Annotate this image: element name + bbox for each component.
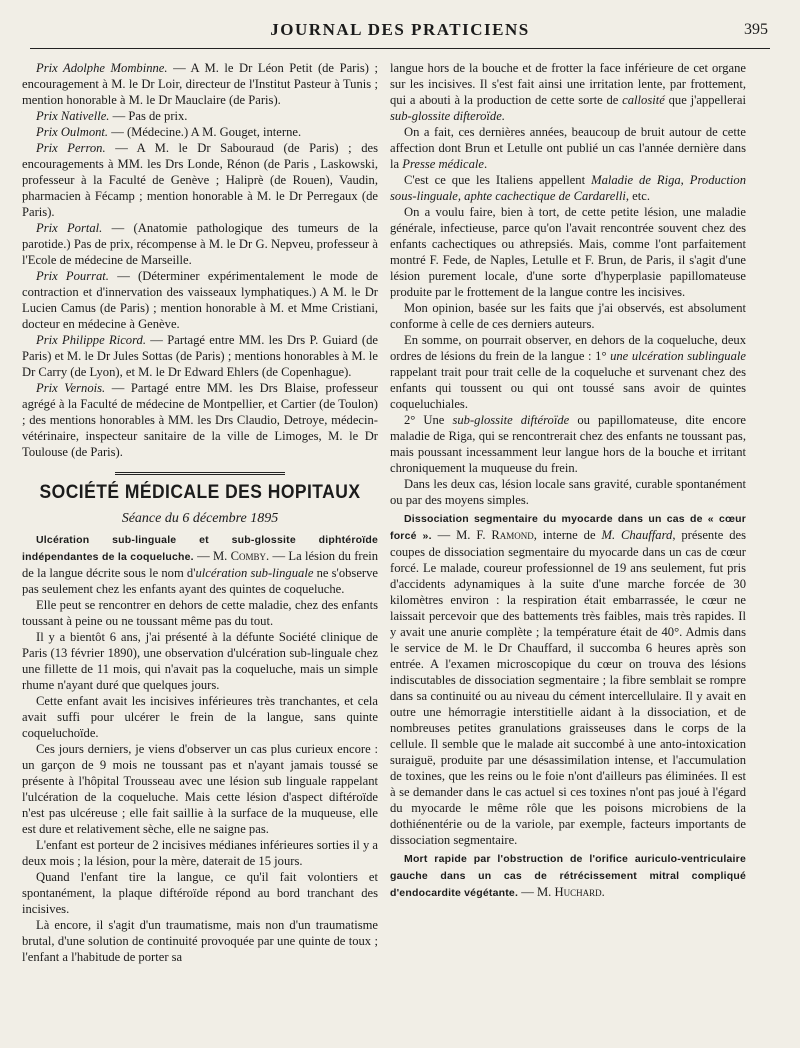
prize-name: Prix Adolphe Mombinne. [36, 61, 168, 75]
prize-name: Prix Oulmont. [36, 125, 109, 139]
prize-text: — (Déterminer expérimentalement le mode de contraction et d'innervation des vaisseaux lymphatiques.) A M. le Dr Lucien Camus (de Paris) ; mention honorable à M. et Mme Cristiani, docteur en médecine à Genève. [22, 269, 378, 331]
article-paragraph: En somme, on pourrait observer, en dehors de la coqueluche, deux ordres de lésions du frein de la langue : 1° une ulcération sublinguale rappelant trait pour trait celle de la coqueluche et survenant chez des enfants qui toussent ou qui ont toussé sans avoir de quintes coqueluchiales. [390, 333, 746, 411]
article-paragraph: Il y a bientôt 6 ans, j'ai présenté à la défunte Société clinique de Paris (13 février 1890), une observation d'ulcération sub-linguale chez une fillette de 11 mois, qui n'avait pas la coqueluche, mais un simple rhume n'ayant duré que quelques jours. [22, 630, 378, 692]
article-lead: Ulcération sub-linguale et sub-glossite diphtéroïde indépendantes de la coqueluche. — M. Comby. — La lésion du frein de la langue décrite sous le nom d'ulcération sub-linguale ne s'observe pas seulement chez les enfants ayant des quintes de coqueluche. [22, 534, 378, 596]
page-header [30, 14, 770, 49]
prize-name: Prix Portal. [36, 221, 103, 235]
article-paragraph: Là encore, il s'agit d'un traumatisme, mais non d'un traumatisme brutal, d'une solution de continuité provoquée par une quinte de toux ; l'enfant a l'habitude de porter sa [22, 918, 378, 964]
prize-entry [22, 60, 378, 108]
article-paragraph: On a voulu faire, bien à tort, de cette petite lésion, une maladie générale, infectieuse, parce qu'on l'avait rencontrée souvent chez des enfants cachectiques ou athrepsiés. Mais, comme l'ont parfaitement montré F. Fede, de Naples, Letulle et F. Brun, de Paris, il s'agit d'une lésion purement locale, d'une sorte d'hyperplasie papillomateuse produite par le frottement de la langue contre les incisives. [390, 205, 746, 299]
seance-date: Séance du 6 décembre 1895 [121, 511, 279, 526]
prize-entry [22, 220, 378, 268]
article-paragraph: Quand l'enfant tire la langue, ce qu'il fait volontiers et spontanément, la plaque diftéroïde répond au bord tranchant des incisives. [22, 870, 378, 916]
journal-title: JOURNAL DES PRATICIENS [270, 20, 530, 39]
prize-entry [22, 380, 378, 460]
prize-text: — A M. le Dr Sabouraud (de Paris) ; des encouragements à MM. les Drs Londe, Rénon (de Paris , Laskowski, professeur à la Faculté de Genève ; Haliprè (de Rouen), Vaudin, pharmacien à Fécamp ; mention honorable à M. le Dr Perregaux (de Paris). [22, 141, 378, 219]
prize-entry [22, 140, 378, 220]
prize-text: — (Médecine.) A M. Gouget, interne. [108, 125, 302, 139]
article-author: Ramond [491, 528, 534, 542]
article-topic: Ulcération sub-linguale et sub-glossite diphtéroïde indépendantes de la coqueluche. [22, 534, 378, 563]
prize-entry [22, 332, 378, 380]
article-paragraph: langue hors de la bouche et de frotter la face inférieure de cet organe sur les incisives. Il s'est fait ainsi une irritation lente, par frottement, qui a abouti à la production de cette sorte de callosité que j'appellerai sub-glossite difteroïde. [390, 61, 746, 123]
article-paragraph: 2° Une sub-glossite diftéroïde ou papillomateuse, dite encore maladie de Riga, qui se rencontrerait chez des enfants ne toussant pas, mais poussant incessamment leur langue hors de la bouche et irritant chroniquement la muqueuse du frein. [390, 413, 746, 475]
section-divider [115, 472, 285, 475]
article-paragraph: On a fait, ces dernières années, beaucoup de bruit autour de cette affection dont Brun et Letulle ont publié un cas l'année dernière dans la Presse médicale. [390, 125, 746, 171]
article-topic: Mort rapide par l'obstruction de l'orifice auriculo-ventriculaire gauche dans un cas de rétrécissement mitral compliqué d'endocardite végétante. [390, 853, 746, 899]
article-lead: Dissociation segmentaire du myocarde dans un cas de « cœur forcé ». — M. F. Ramond, interne de M. Chauffard, présente des coupes de dissociation segmentaire du myocarde dans un cas de cœur forcé. Le malade, coureur professionnel de 19 ans seulement, fut pris d'accidents adynamiques à la suite d'une marche forcée de 30 kilomètres environ : la respiration était embarrassée, le cœur ne laissait percevoir que des battements très faibles, mais très rapides. Il y avait une anurie complète ; la température était de 40°. Admis dans le service de M. le Dr Chauffard, il succomba 6 heures après son entrée. A l'examen microscopique du cœur on trouva des lésions indiscutables de dissociation segmentaire ; la fibre semblait se rompre dans sa continuité ou au niveau du cément intercellulaire. Il y avait en outre une hémorragie interstitielle aidant à la dissociation, et de nombreuses petites granulations graisseuses dans le corps de la cellule. Il semble que le malade ait succombé à une anto-intoxication suraiguë, produite par une désassimilation intense, et l'accumulation de toxines, que les reins ou le foie n'ont d'ailleurs pas éliminées. Il est à se demander dans le cas actuel si ces toxines n'ont pas joué à l'égard du myocarde le même rôle que les poisons microbiens de la dothiénentérie ou de la variole, par exemple, facteurs importants de dissociation segmentaire. [390, 513, 746, 847]
article-paragraph: Cette enfant avait les incisives inférieures très tranchantes, et cela avait suffi pour ulcérer le frein de la langue, sans quinte coqueluchoïde. [22, 694, 378, 740]
article-author: Comby [230, 549, 267, 563]
prize-name: Prix Nativelle. [36, 109, 110, 123]
article-paragraph: Dans les deux cas, lésion locale sans gravité, curable spontanément ou par des moyens simples. [390, 477, 746, 507]
article-paragraph: Mon opinion, basée sur les faits que j'ai observés, est absolument conforme à celle de ces derniers auteurs. [390, 301, 746, 331]
prize-text: — (Anatomie pathologique des tumeurs de la parotide.) Pas de prix, récompense à M. le Dr G. Nepveu, professeur à l'Ecole de médecine de Marseille. [22, 221, 378, 267]
article-topic: Dissociation segmentaire du myocarde dans un cas de « cœur forcé ». [390, 513, 746, 542]
prize-text: — Partagé entre MM. les Drs Blaise, professeur agrégé à la Faculté de médecine de Montpellier, et Cartier (de Toulon) ; des mentions honorables à MM. les Drs Claudio, Detroye, médecin-vétérinaire, inspecteur sanitaire de la ville de Limoges, M. le Dr Toulouse (de Paris). [22, 381, 378, 459]
article-lead: Mort rapide par l'obstruction de l'orifice auriculo-ventriculaire gauche dans un cas de rétrécissement mitral compliqué d'endocardite végétante. — M. Huchard. [390, 853, 746, 899]
prize-text: — Partagé entre MM. les Drs P. Guiard (de Paris) et M. le Dr Jules Sottas (de Paris) ; mentions honorables à M. le Dr Carry (de Lyon), et M. le Dr Edward Ehlers (de Copenhague). [22, 333, 378, 379]
page-number: 395 [744, 21, 768, 38]
prize-entry [22, 108, 378, 124]
prize-name: Prix Pourrat. [36, 269, 109, 283]
article-paragraph: Ces jours derniers, je viens d'observer un cas plus curieux encore : un garçon de 9 mois ne toussant pas et n'ayant jamais toussé se présente à l'hôpital Trousseau avec une lésion sub linguale rappelant l'ulcération de la coqueluche. Mais cette lésion d'aspect diftéroïde n'est pas ulcéreuse ; elle fait saillie à la surface de la muqueuse, elle est dure et relativement sèche, elle ne saigne pas. [22, 742, 378, 836]
prize-text: — A M. le Dr Léon Petit (de Paris) ; encouragement à M. le Dr Loir, directeur de l'Institut Pasteur à Tunis ; mention honorable à M. le Dr Mauclaire (de Paris). [22, 61, 378, 107]
prize-text: — Pas de prix. [109, 109, 188, 123]
section-title: SOCIÉTÉ MÉDICALE DES HOPITAUX [39, 482, 361, 503]
prize-entry [22, 268, 378, 332]
right-column [390, 60, 746, 1042]
prize-entry [22, 124, 378, 140]
prize-name: Prix Vernois. [36, 381, 106, 395]
article-paragraph: Elle peut se rencontrer en dehors de cette maladie, chez des enfants toussant à peine ou ne toussant même pas du tout. [22, 598, 378, 628]
article-paragraph: C'est ce que les Italiens appellent Maladie de Riga, Production sous-linguale, aphte cachectique de Cardarelli, etc. [390, 173, 746, 203]
prize-name: Prix Philippe Ricord. [36, 333, 146, 347]
left-column [22, 60, 378, 1042]
article-author: Huchard [554, 885, 602, 899]
prize-name: Prix Perron. [36, 141, 106, 155]
article-paragraph: L'enfant est porteur de 2 incisives médianes inférieures sorties il y a deux mois ; la lésion, pour la mère, daterait de 15 jours. [22, 838, 378, 868]
